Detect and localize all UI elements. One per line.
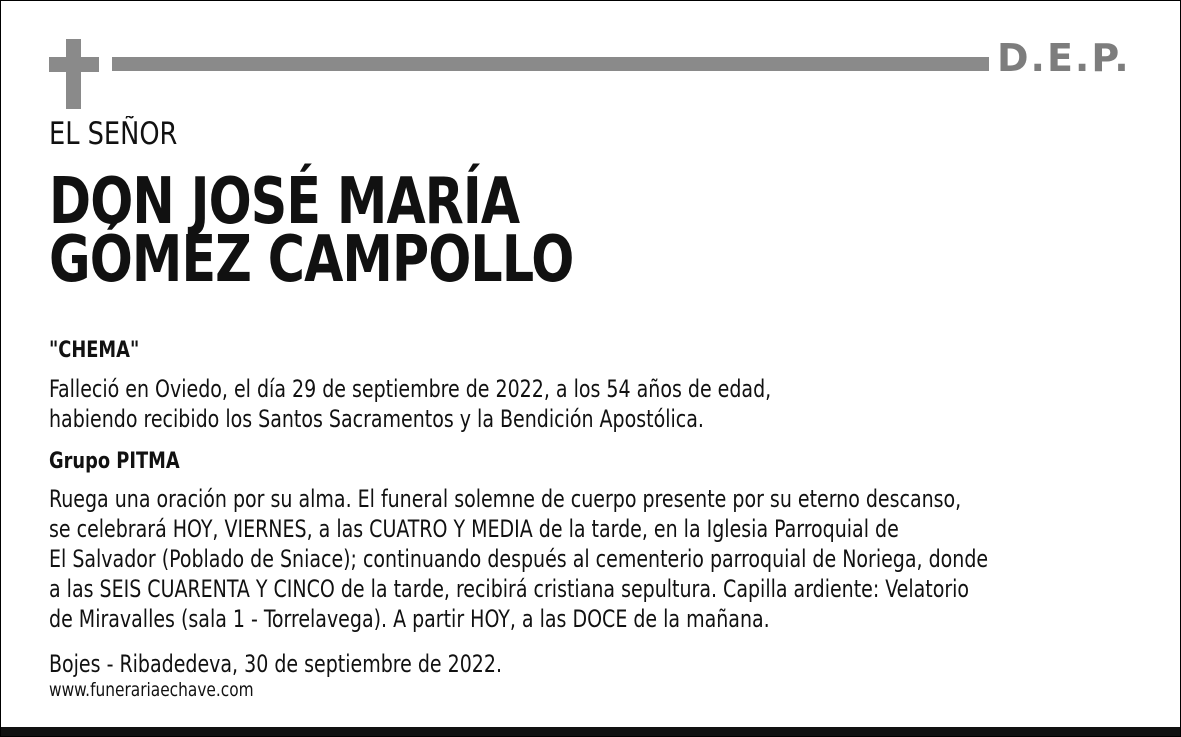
funeral-paragraph xyxy=(49,484,988,634)
place-date: Bojes - Ribadedeva, 30 de septiembre de 2022. xyxy=(49,650,503,678)
death-line: Falleció en Oviedo, el día 29 de septiembre de 2022, a los 54 años de edad, xyxy=(49,375,772,403)
website-link[interactable]: www.funerariaechave.com xyxy=(49,679,254,701)
funeral-line: a las SEIS CUARENTA Y CINCO de la tarde, recibirá cristiana sepultura. Capilla ardiente: Velatorio xyxy=(49,575,970,603)
funeral-line: El Salvador (Poblado de Sniace); continuando después al cementerio parroquial de Noriega, donde xyxy=(49,545,989,573)
death-line: habiendo recibido los Santos Sacramentos y la Bendición Apostólica. xyxy=(49,405,704,433)
title-prefix: EL SEÑOR xyxy=(49,116,178,152)
funeral-line: se celebrará HOY, VIERNES, a las CUATRO Y MEDIA de la tarde, en la Iglesia Parroquial de xyxy=(49,515,899,543)
group-name: Grupo PITMA xyxy=(49,449,180,474)
cross-icon xyxy=(49,39,99,109)
header-rule xyxy=(112,57,989,71)
deceased-name-line2: GÓMEZ CAMPOLLO xyxy=(49,223,574,297)
nickname: "CHEMA" xyxy=(49,338,140,363)
dep-label: D.E.P. xyxy=(997,36,1131,80)
death-paragraph xyxy=(49,374,771,434)
funeral-line: de Miravalles (sala 1 - Torrelavega). A partir HOY, a las DOCE de la mañana. xyxy=(49,605,770,633)
deceased-name-line1: DON JOSÉ MARÍA xyxy=(49,165,520,239)
bottom-border xyxy=(1,727,1180,736)
funeral-line: Ruega una oración por su alma. El funeral solemne de cuerpo presente por su eterno descanso, xyxy=(49,485,962,513)
